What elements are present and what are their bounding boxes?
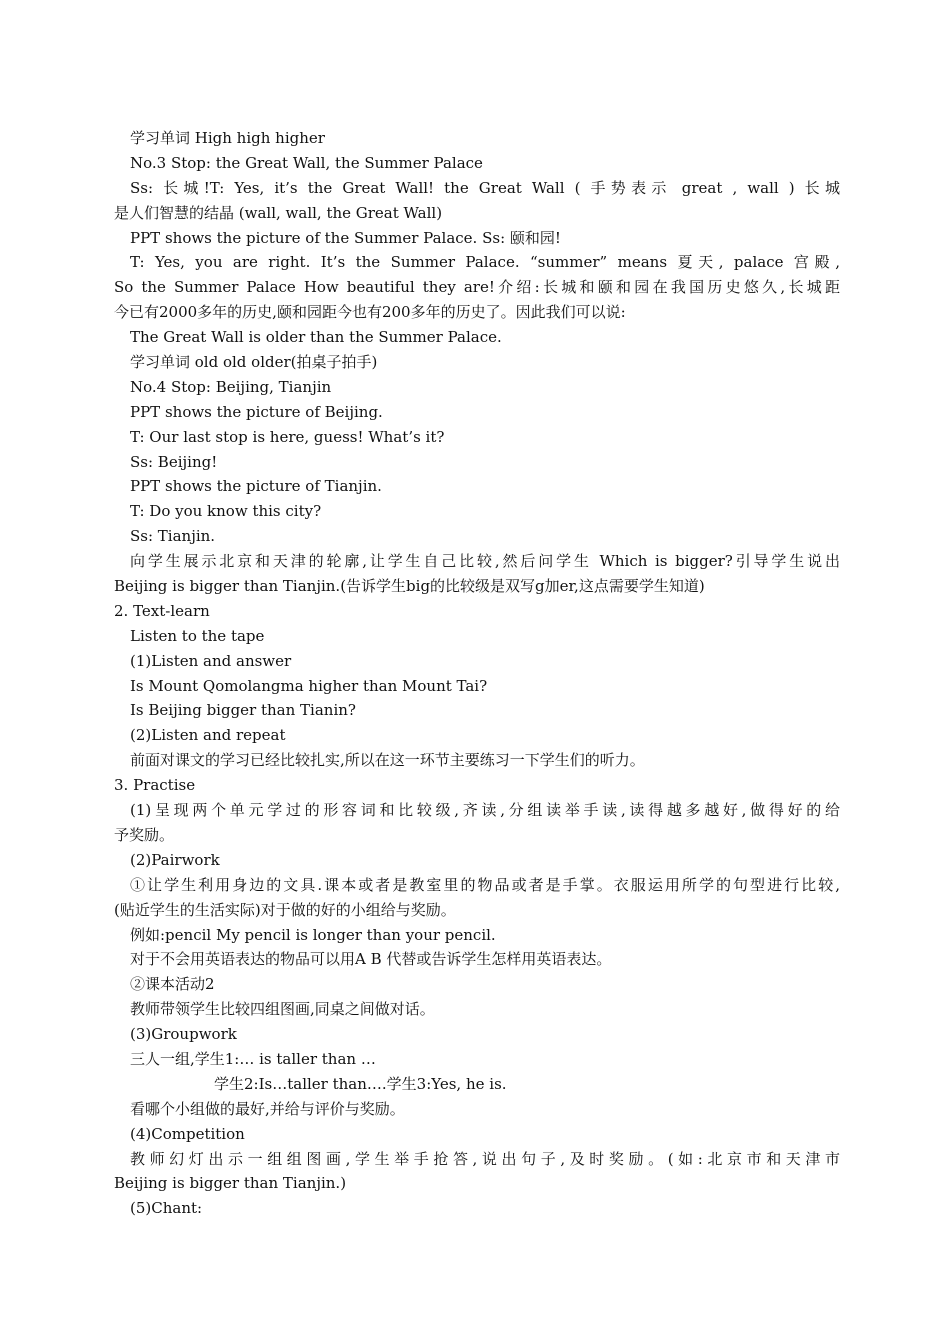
section-heading: 2. Text-learn: [114, 601, 210, 620]
text-line: (5)Chant:: [130, 1199, 203, 1218]
text-line: 教师幻灯出示一组组图画,学生举手抢答,说出句子,及时奖励。(如:北京市和天津市: [130, 1149, 840, 1168]
text-line: (2)Listen and repeat: [130, 726, 286, 745]
text-line: Listen to the tape: [130, 626, 265, 645]
text-line: ②课本活动2: [130, 975, 215, 994]
text-line: 学习单词 High high higher: [130, 129, 325, 147]
text-line: 三人一组,学生1:… is taller than …: [130, 1049, 376, 1068]
text-line: Is Mount Qomolangma higher than Mount Tai?: [130, 676, 488, 695]
text-line: (3)Groupwork: [130, 1025, 237, 1044]
text-line: 看哪个小组做的最好,并给与评价与奖励。: [130, 1099, 405, 1118]
text-line: 前面对课文的学习已经比较扎实,所以在这一环节主要练习一下学生们的听力。: [130, 751, 645, 770]
text-line: (4)Competition: [130, 1124, 245, 1143]
section-heading: 3. Practise: [114, 776, 196, 795]
text-line: (1)呈现两个单元学过的形容词和比较级,齐读,分组读举手读,读得越多越好,做得好的给: [130, 801, 840, 820]
text-line: (1)Listen and answer: [130, 651, 292, 670]
text-line: (贴近学生的生活实际)对于做的好的小组给与奖励。: [114, 900, 456, 919]
text-line: 是人们智慧的结晶 (wall, wall, the Great Wall): [114, 203, 443, 222]
text-line: 学生2:Is…taller than….学生3:Yes, he is.: [214, 1074, 507, 1093]
text-line: Is Beijing bigger than Tianin?: [130, 701, 356, 720]
text-line: 今已有2000多年的历史,颐和园距今也有200多年的历史了。因此我们可以说:: [114, 303, 626, 322]
text-line: Ss: 长城!T: Yes, it’s the Great Wall! the Great Wall ( 手势表示 great , wall ) 长城: [130, 178, 840, 197]
text-line: 例如:pencil My pencil is longer than your pencil.: [130, 925, 496, 944]
text-line: PPT shows the picture of the Summer Palace. Ss: 颐和园!: [130, 228, 561, 247]
text-line: ①让学生利用身边的文具.课本或者是教室里的物品或者是手掌。衣服运用所学的句型进行比较,: [130, 875, 840, 894]
text-line: 学习单词 old old older(拍桌子拍手): [130, 353, 378, 372]
text-line: PPT shows the picture of Tianjin.: [130, 477, 382, 496]
text-line: T: Do you know this city?: [130, 502, 322, 521]
text-line: T: Our last stop is here, guess! What’s it?: [130, 427, 445, 446]
text-line: Ss: Tianjin.: [130, 527, 216, 546]
text-line: (2)Pairwork: [130, 850, 220, 869]
text-line: So the Summer Palace How beautiful they are!介绍:长城和颐和园在我国历史悠久,长城距: [114, 278, 840, 297]
text-line: 予奖励。: [114, 825, 175, 844]
text-line: Beijing is bigger than Tianjin.(告诉学生big的比较级是双写g加er,这点需要学生知道): [114, 577, 705, 596]
text-line: PPT shows the picture of Beijing.: [130, 402, 383, 421]
text-line: Beijing is bigger than Tianjin.): [114, 1174, 347, 1193]
text-line: 教师带领学生比较四组图画,同桌之间做对话。: [130, 1000, 435, 1019]
text-line: 对于不会用英语表达的物品可以用A B 代替或告诉学生怎样用英语表达。: [130, 950, 612, 969]
text-line: No.4 Stop: Beijing, Tianjin: [130, 377, 332, 396]
document-body: [114, 126, 840, 1221]
text-line: The Great Wall is older than the Summer Palace.: [130, 328, 502, 347]
text-line: T: Yes, you are right. It’s the Summer Palace. “summer” means 夏天, palace 宫殿,: [130, 253, 840, 272]
text-line: 向学生展示北京和天津的轮廓,让学生自己比较,然后问学生 Which is bigger?引导学生说出: [130, 552, 840, 571]
text-line: Ss: Beijing!: [130, 452, 218, 471]
text-line: No.3 Stop: the Great Wall, the Summer Palace: [130, 153, 483, 172]
